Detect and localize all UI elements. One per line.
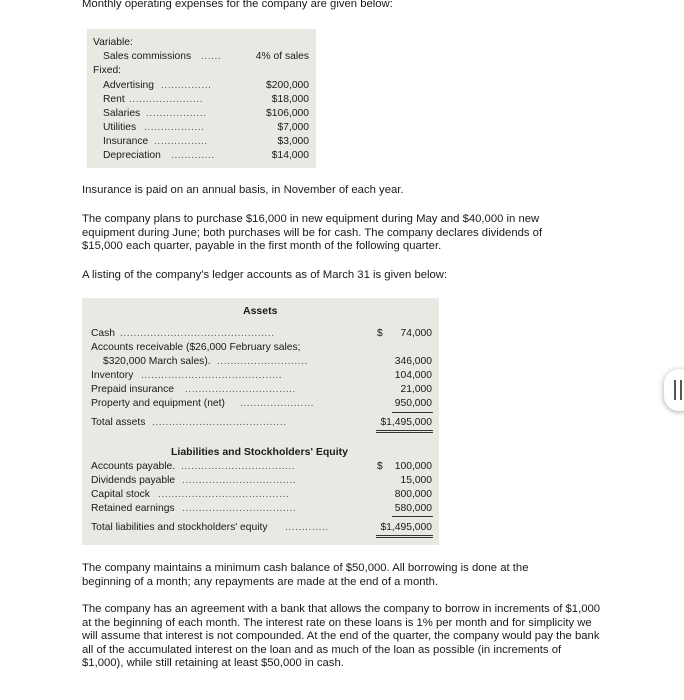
total-assets-value: $1,495,000 [380,417,432,428]
expense-value: 4% of sales [255,51,309,62]
ledger-intro: A listing of the company's ledger accounts as of March 31 is given below: [82,269,448,281]
expense-label: Salaries [103,108,141,119]
expense-label: Depreciation [103,150,161,161]
expense-label: Advertising [103,80,154,91]
fixed-label: Fixed: [93,65,122,76]
account-label: Inventory [91,370,134,381]
total-liabilities-value: $1,495,000 [380,522,432,533]
equipment-note: The company plans to purchase $16,000 in new equipment during May and $40,000 in new equipment during June; both purchases will be for cash. The company declares dividends of $15,000 each quarter, payable in the first month of the following quarter. [82,213,543,252]
expenses-table: Variable: Sales commissions ...... 4% of sales Fixed: Advertising ............... $200,000 Rent ...................... $18,000 Salaries .................. $106,000 Utilities .................. $7,000 Insurance ................ $3,000 Depreciation ............. $14,000 [87,29,316,168]
account-label: Total liabilities and stockholders' equity [91,522,268,533]
double-underline [376,430,433,431]
account-value: 104,000 [394,370,432,381]
handle-grip-icon [674,380,676,400]
expense-value: $14,000 [271,150,309,161]
account-value: 580,000 [394,503,432,514]
balance-sheet: Assets Cash .............................................. $ 74,000 Accounts receivable ($26,000 February sales; $320,000 March sales). ........................... 346,000 Inventory .......................................... 104,000 Prepaid insurance ................................. 21,000 Property and equipment (net) ...................... 950,000 Total assets ........................................ $1,495,000 Liabilities and Stockholders' Equity Accounts payable. .................................. $ 100,000 Dividends payable .................................. 15,000 Capital stock ....................................... 800,000 Retained earnings .................................. 580,000 Total liabilities and stockholders' equity ............. $1,495,000 [82,298,439,545]
expense-label: Insurance [103,136,149,147]
account-label: Accounts receivable ($26,000 February sales; [91,342,301,353]
account-value: 74,000 [400,328,432,339]
scroll-handle[interactable] [664,369,684,411]
expense-value: $18,000 [271,94,309,105]
insurance-note: Insurance is paid on an annual basis, in November of each year. [82,184,404,196]
account-label: $320,000 March sales). [103,356,211,367]
variable-label: Variable: [93,37,133,48]
expense-value: $200,000 [266,80,309,91]
account-label: Cash [91,328,116,339]
underline [392,516,433,517]
account-label: Capital stock [91,489,150,500]
dollar-sign: $ [377,461,383,472]
double-underline [376,535,433,536]
account-label: Retained earnings [91,503,175,514]
bank-note: The company has an agreement with a bank that allows the company to borrow in increments of $1,000 at the beginning of each month. The interest rate on these loans is 1% per month and for simplicity we will assume that interest is not compounded. At the end of the quarter, the company would pay the bank all of the accumulated interest on the loan and as much of the loan as possible (in increments of $1,000), while still retaining at least $50,000 in cash. [82,603,601,669]
account-label: Total assets [91,417,146,428]
expense-value: $7,000 [277,122,309,133]
liabilities-heading: Liabilities and Stockholders' Equity [171,446,348,458]
account-value: 100,000 [394,461,432,472]
account-label: Prepaid insurance [91,384,174,395]
account-label: Dividends payable [91,475,176,486]
account-label: Accounts payable. [91,461,176,472]
account-value: 950,000 [394,398,432,409]
underline [392,412,433,413]
assets-heading: Assets [243,305,278,317]
expense-label: Rent [103,94,125,105]
expense-label: Utilities [103,122,137,133]
expense-label: Sales commissions [103,51,192,62]
intro-text: Monthly operating expenses for the company are given below: [82,0,393,10]
account-value: 346,000 [394,356,432,367]
expense-value: $3,000 [277,136,309,147]
account-value: 800,000 [394,489,432,500]
account-label: Property and equipment (net) [91,398,225,409]
min-cash-note: The company maintains a minimum cash balance of $50,000. All borrowing is done at the beginning of a month; any repayments are made at the end of a month. [82,562,529,588]
account-value: 21,000 [400,384,432,395]
expense-value: $106,000 [266,108,309,119]
dollar-sign: $ [377,328,383,339]
account-value: 15,000 [400,475,432,486]
